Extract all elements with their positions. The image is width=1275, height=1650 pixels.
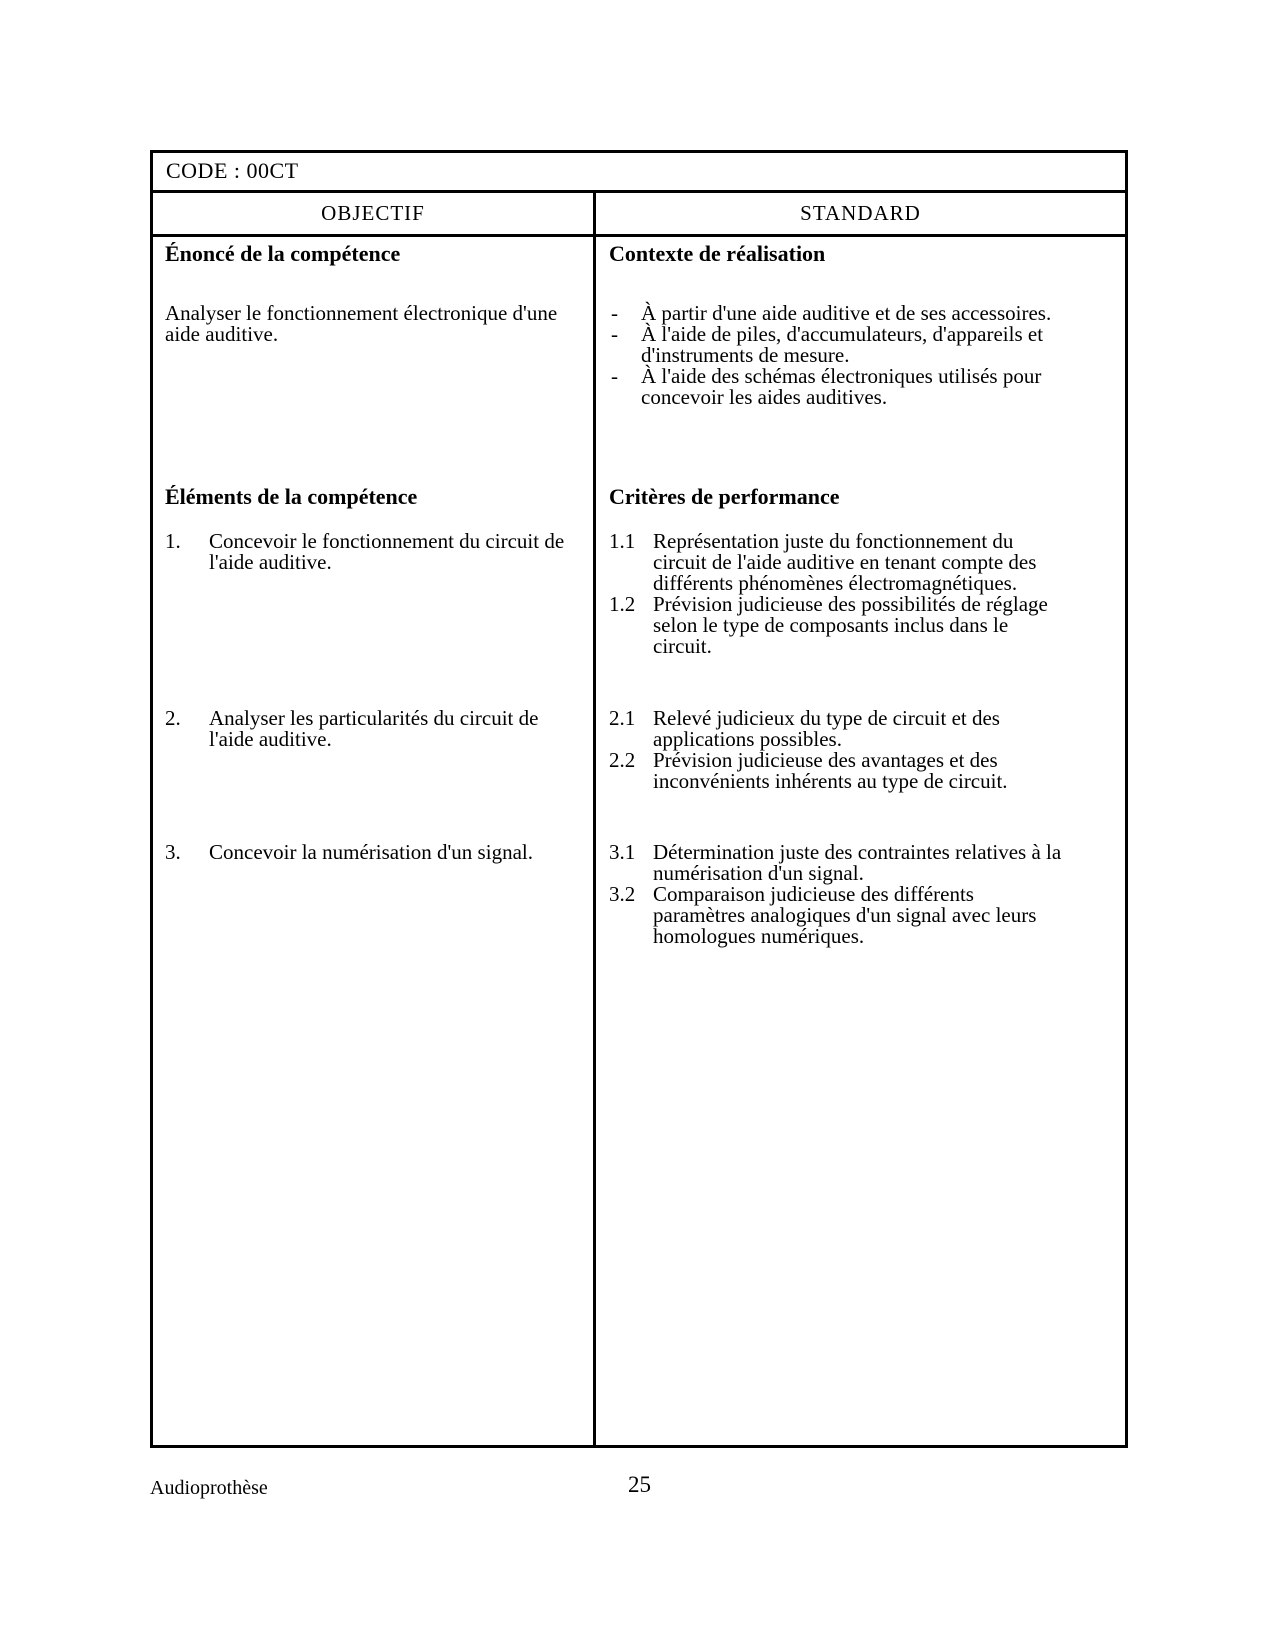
header-objectif: OBJECTIF [321,201,425,225]
critere-item: 3.2 Comparaison judicieuse des différents paramètres analogiques d'un signal avec leurs homologues numériques. [609,882,1037,948]
enonce-text: Analyser le fonctionnement électronique d'une aide auditive. [165,301,558,346]
critere-item: 3.1 Détermination juste des contraintes relatives à la numérisation d'un signal. [609,840,1062,885]
contexte-list [609,303,1079,408]
criteres-title: Critères de performance [609,484,840,509]
header-row [153,193,1125,237]
critere-item: 1.2 Prévision judicieuse des possibilités de réglage selon le type de composants inclus dans le circuit. [609,592,1048,658]
element-item-1: 1. Concevoir le fonctionnement du circuit de l'aide auditive. [165,529,565,574]
code-row [153,153,1125,193]
competency-table [150,150,1128,1448]
code-label: CODE : 00CT [166,158,299,183]
critere-item: 2.1 Relevé judicieux du type de circuit et des applications possibles. [609,706,1000,751]
contexte-item: - À l'aide de piles, d'accumulateurs, d'appareils et d'instruments de mesure. [611,322,1044,367]
criteres-group-3 [609,842,1069,947]
column-divider [593,193,596,1445]
contexte-item: - À partir d'une aide auditive et de ses accessoires. [611,301,1052,325]
page-number: 25 [628,1472,651,1497]
criteres-group-2 [609,708,1069,792]
elements-title: Éléments de la compétence [165,484,418,509]
contexte-title: Contexte de réalisation [609,241,826,266]
element-item-3: 3. Concevoir la numérisation d'un signal. [165,840,533,864]
critere-item: 2.2 Prévision judicieuse des avantages et des inconvénients inhérents au type de circuit. [609,748,1008,793]
header-standard: STANDARD [800,201,921,225]
criteres-group-1 [609,531,1069,657]
contexte-item: - À l'aide des schémas électroniques utilisés pour concevoir les aides auditives. [611,364,1042,409]
critere-item: 1.1 Représentation juste du fonctionnement du circuit de l'aide auditive en tenant compte des différents phénomènes électromagnétiques. [609,529,1037,595]
element-item-2: 2. Analyser les particularités du circuit de l'aide auditive. [165,706,539,751]
footer-title: Audioprothèse [150,1477,268,1499]
enonce-title: Énoncé de la compétence [165,241,401,266]
